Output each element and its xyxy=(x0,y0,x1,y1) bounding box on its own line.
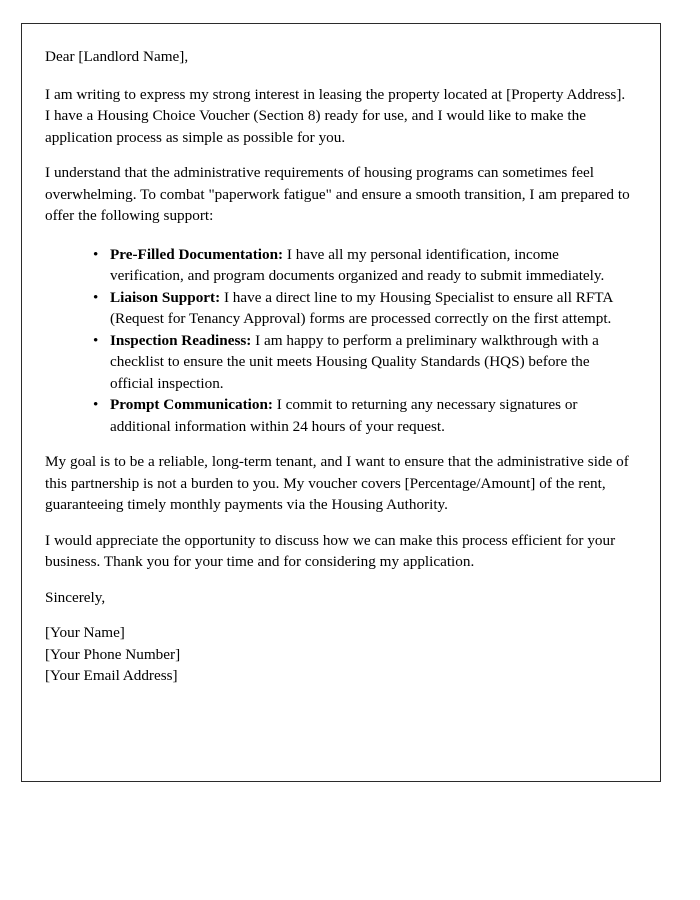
signature-block xyxy=(45,622,631,687)
bullet-icon: • xyxy=(93,331,99,349)
bullet-icon: • xyxy=(93,245,99,263)
paragraph-context: I understand that the administrative requirements of housing programs can sometimes feel overwhelming. To combat "paperwork fatigue" and ensure a smooth transition, I am prepared to offer the following support: xyxy=(45,164,630,224)
list-item-text: I have all my personal identification, income verification, and program documents organized and ready to submit immediately. xyxy=(110,245,605,284)
list-item xyxy=(45,394,631,437)
salutation: Dear [Landlord Name], xyxy=(45,48,189,65)
sign-off: Sincerely, xyxy=(45,588,106,606)
list-item-text: I commit to returning any necessary signatures or additional information within 24 hours of your request. xyxy=(110,396,578,435)
bullet-icon: • xyxy=(93,396,99,413)
paragraph-intro: I am writing to express my strong interest in leasing the property located at [Property Address]. I have a Housing Choice Voucher (Section 8) ready for use, and I would like to make the application process as simple as possible for you. xyxy=(45,85,626,146)
signature-name: [Your Name] xyxy=(45,624,125,641)
signature-phone: [Your Phone Number] xyxy=(45,645,181,663)
paragraph-goal: My goal is to be a reliable, long-term tenant, and I want to ensure that the administrative side of this partnership is not a burden to you. My voucher covers [Percentage/Amount] of the rent, guaranteeing timely monthly payments via the Housing Authority. xyxy=(45,453,629,513)
list-item-text: I have a direct line to my Housing Specialist to ensure all RFTA (Request for Tenancy Approval) forms are processed correctly on the first attempt. xyxy=(110,288,613,327)
letter-page xyxy=(21,23,661,782)
list-item xyxy=(45,330,631,395)
signature-email: [Your Email Address] xyxy=(45,667,178,684)
list-item-lead: Inspection Readiness: xyxy=(110,331,252,349)
list-item xyxy=(45,244,631,287)
letter-content xyxy=(45,46,631,687)
list-item xyxy=(45,287,631,330)
list-item-lead: Prompt Communication: xyxy=(110,396,273,413)
support-list xyxy=(45,244,631,438)
list-item-text: I am happy to perform a preliminary walkthrough with a checklist to ensure the unit meets Housing Quality Standards (HQS) before the official inspection. xyxy=(110,331,599,392)
list-item-lead: Pre-Filled Documentation: xyxy=(110,245,284,263)
bullet-icon: • xyxy=(93,288,99,306)
list-item-lead: Liaison Support: xyxy=(110,288,221,306)
paragraph-closing: I would appreciate the opportunity to discuss how we can make this process efficient for your business. Thank you for your time and for considering my application. xyxy=(45,531,616,570)
